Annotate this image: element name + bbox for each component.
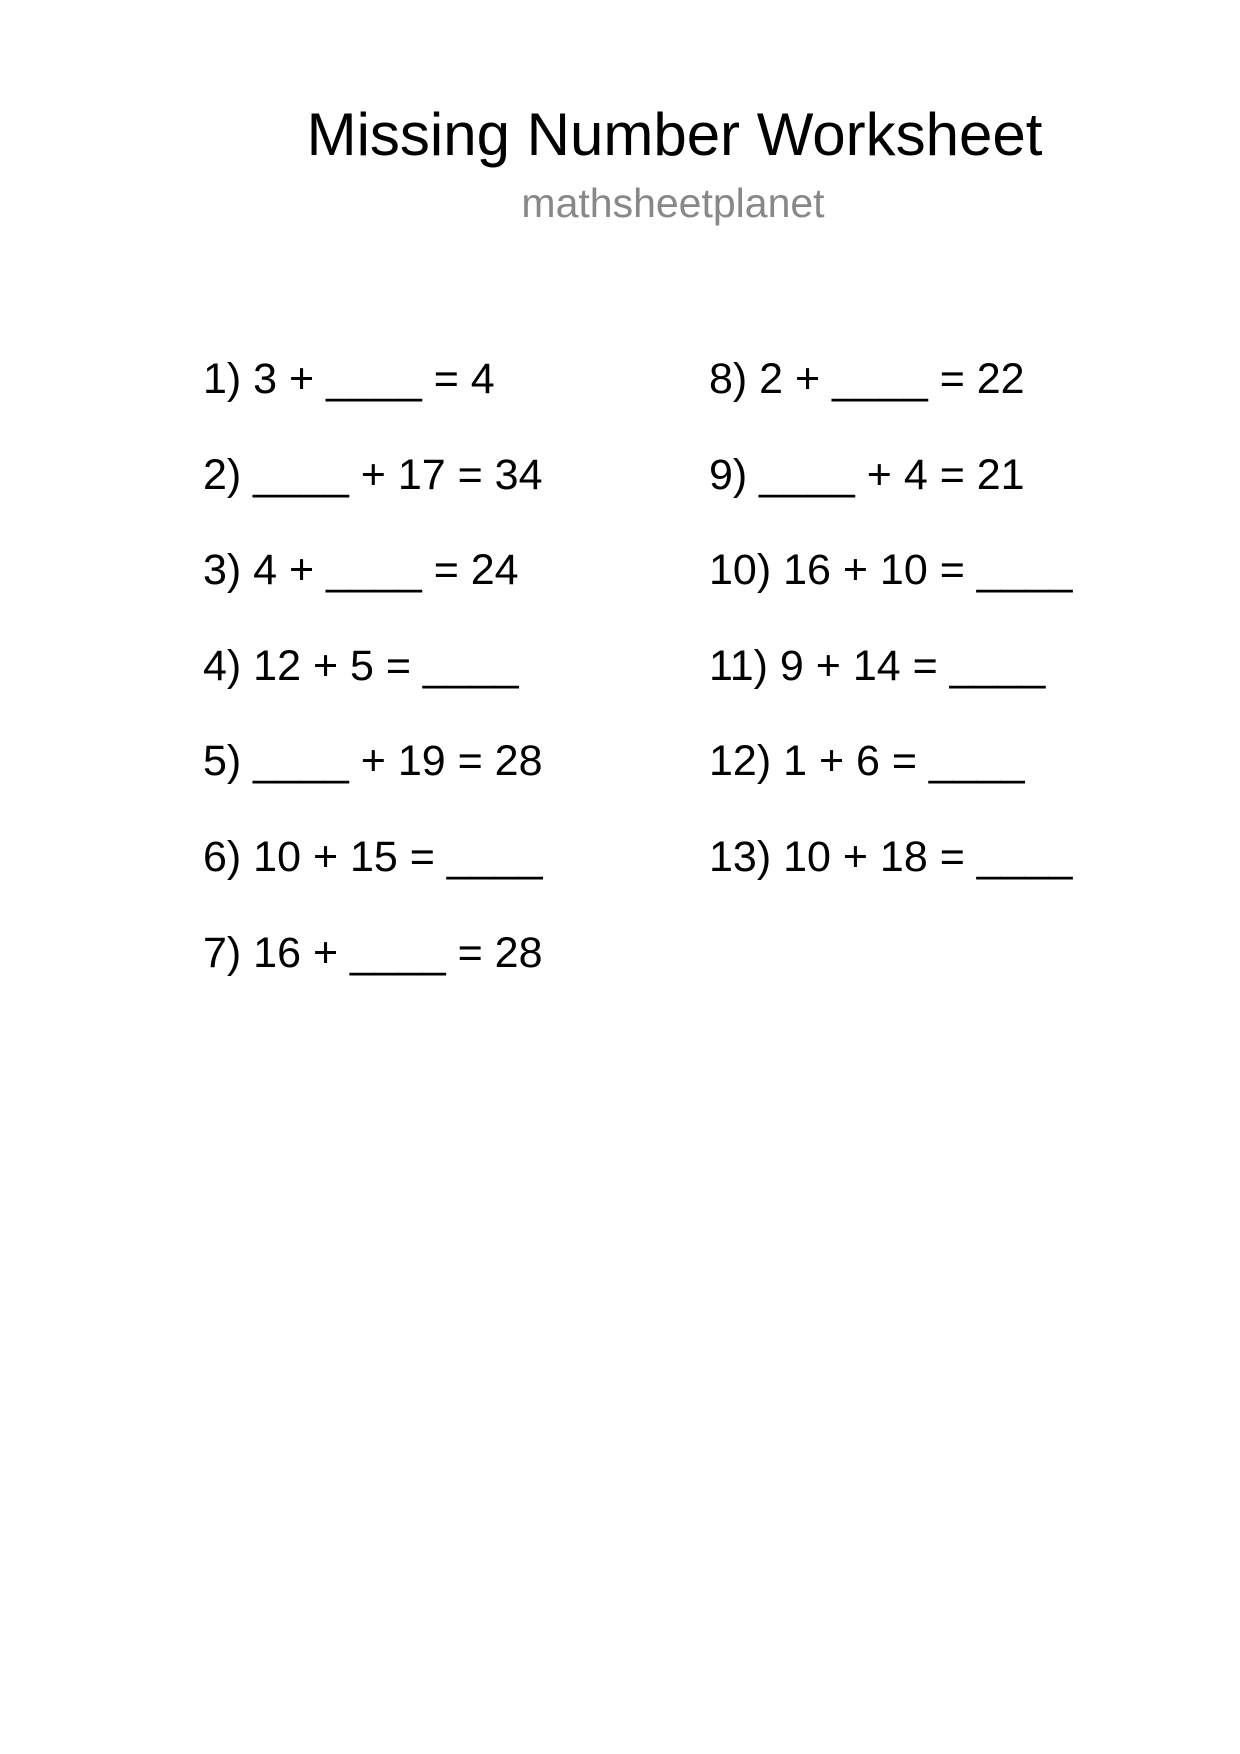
- problem-13: 13) 10 + 18 = ____: [709, 832, 1073, 881]
- problem-12: 12) 1 + 6 = ____: [709, 737, 1025, 786]
- problem-11: 11) 9 + 14 = ____: [709, 641, 1046, 690]
- problem-5: 5) ____ + 19 = 28: [203, 737, 543, 786]
- worksheet-source: mathsheetplanet: [521, 180, 825, 226]
- problem-3: 3) 4 + ____ = 24: [203, 546, 519, 595]
- problem-6: 6) 10 + 15 = ____: [203, 832, 543, 881]
- problem-9: 9) ____ + 4 = 21: [709, 450, 1025, 499]
- problem-4: 4) 12 + 5 = ____: [203, 641, 519, 690]
- worksheet-title: Missing Number Worksheet: [306, 101, 1043, 168]
- problem-1: 1) 3 + ____ = 4: [203, 355, 495, 403]
- problem-7: 7) 16 + ____ = 28: [203, 928, 543, 977]
- problem-8: 8) 2 + ____ = 22: [709, 355, 1025, 403]
- problem-10: 10) 16 + 10 = ____: [709, 546, 1073, 595]
- problem-2: 2) ____ + 17 = 34: [203, 450, 543, 499]
- problems-left-column: [203, 354, 543, 1023]
- problems-right-column: [709, 354, 1072, 928]
